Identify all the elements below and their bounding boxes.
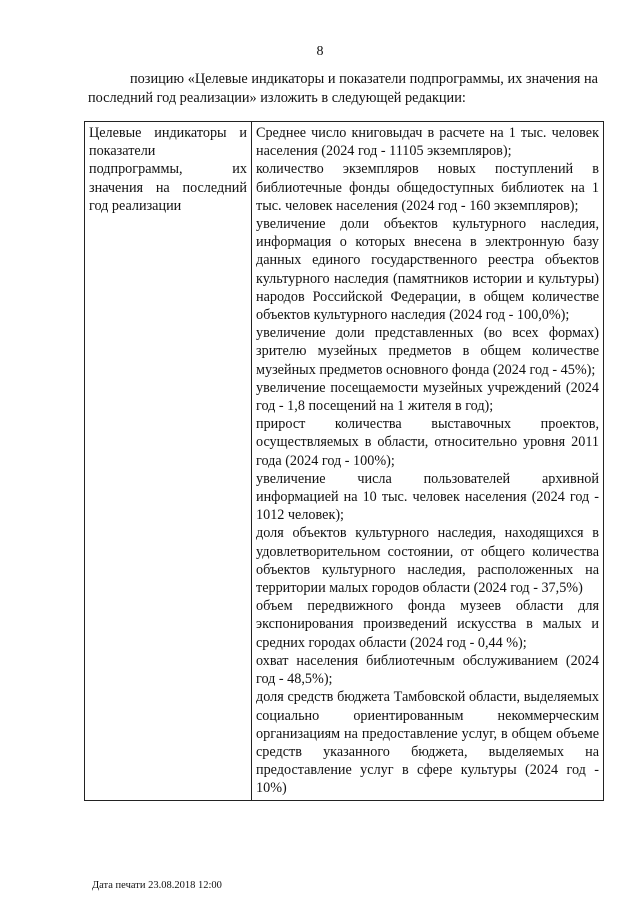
indicator-item: количество экземпляров новых поступлений в библиотечные фонды общедоступных библиотек на 1 тыс. человек населения (2024 год - 160 экземпляров);	[256, 161, 599, 214]
page-number: 8	[316, 44, 324, 59]
table-row	[85, 122, 604, 801]
indicator-item: охват населения библиотечным обслуживанием (2024 год - 48,5%);	[256, 652, 599, 688]
indicator-item: доля объектов культурного наследия, находящихся в удовлетворительном состоянии, от общего количества объектов культурного наследия, расположенных на территории малых городов области (2024 год - 37,5%)	[256, 525, 599, 597]
intro-paragraph: позицию «Целевые индикаторы и показатели подпрограммы, их значения на последний год реализации» изложить в следующей редакции:	[88, 71, 598, 106]
indicator-item: прирост количества выставочных проектов, осуществляемых в области, относительно уровня 2011 года (2024 год - 100%);	[256, 416, 599, 469]
indicators-table	[84, 121, 604, 801]
indicator-item: увеличение посещаемости музейных учреждений (2024 год - 1,8 посещений на 1 жителя в год);	[256, 379, 599, 415]
print-date-footer: Дата печати 23.08.2018 12:00	[92, 880, 222, 891]
indicator-values-cell	[252, 122, 604, 801]
indicator-item: Среднее число книговыдач в расчете на 1 тыс. человек населения (2024 год - 11105 экземпляров);	[256, 125, 599, 160]
indicator-label-cell: Целевые индикаторы и показатели подпрограммы, их значения на последний год реализации	[85, 122, 252, 801]
indicator-item: доля средств бюджета Тамбовской области, выделяемых социально ориентированным некоммерческим организациям на предоставление услуг, в общем объеме средств указанного бюджета, выделяемых на предоставление услуг в сфере культуры (2024 год - 10%)	[256, 689, 599, 797]
indicator-item: увеличение доли объектов культурного наследия, информация о которых внесена в электронную базу данных единого государственного реестра объектов культурного наследия (памятников истории и культуры) народов Российской Федерации, в общем количестве объектов культурного наследия (2024 год - 100,0%);	[256, 216, 599, 324]
indicator-item: увеличение числа пользователей архивной информацией на 10 тыс. человек населения (2024 год - 1012 человек);	[256, 470, 599, 524]
indicator-item: увеличение доли представленных (во всех формах) зрителю музейных предметов в общем количестве музейных предметов основного фонда (2024 год - 45%);	[256, 325, 599, 378]
indicator-item: объем передвижного фонда музеев области для экспонирования произведений искусства в малых и средних городах области (2024 год - 0,44 %);	[256, 598, 599, 651]
